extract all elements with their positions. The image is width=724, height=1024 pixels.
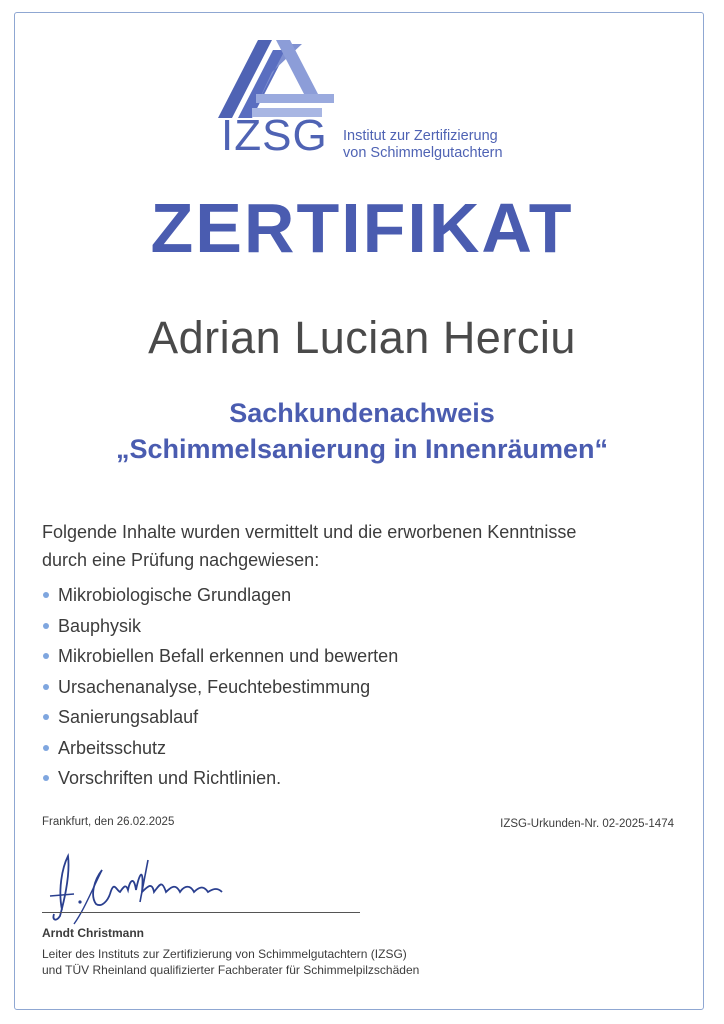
intro-text [42, 518, 692, 574]
subtitle-line2: „Schimmelsanierung in Innenräumen“ [115, 434, 609, 464]
topics-list [42, 580, 398, 794]
topic-label: Sanierungsablauf [58, 707, 199, 727]
topic-label: Mikrobiellen Befall erkennen und bewerten [58, 646, 399, 666]
list-item [42, 611, 398, 642]
signer-role-line2: und TÜV Rheinland qualifizierter Fachberater für Schimmelpilzschäden [42, 963, 420, 977]
list-item [42, 580, 398, 611]
certificate-title: ZERTIFIKAT [150, 189, 574, 267]
bullet-icon [43, 592, 49, 598]
topic-label: Mikrobiologische Grundlagen [58, 585, 292, 605]
handwritten-signature [44, 850, 264, 928]
list-item [42, 641, 398, 672]
signature-line [42, 912, 360, 913]
topic-label: Arbeitsschutz [58, 737, 167, 758]
institute-name-line1: Institut zur Zertifizierung [343, 128, 498, 144]
logo-abbreviation: IZSG [221, 111, 328, 160]
topic-label: Vorschriften und Richtlinien. [58, 768, 282, 788]
topic-label: Ursachenanalyse, Feuchtebestimmung [58, 676, 371, 697]
list-item [42, 733, 398, 764]
intro-line1: Folgende Inhalte wurden vermittelt und die erworbenen Kenntnisse [42, 522, 577, 542]
recipient-name: Adrian Lucian Herciu [148, 312, 576, 363]
institute-name-line2: von Schimmelgutachtern [343, 145, 503, 161]
bullet-icon [43, 745, 49, 751]
bullet-icon [43, 653, 49, 659]
bullet-icon [43, 623, 49, 629]
signer-name: Arndt Christmann [42, 926, 144, 940]
list-item [42, 763, 398, 794]
place-date: Frankfurt, den 26.02.2025 [42, 816, 175, 828]
signer-role-line1: Leiter des Instituts zur Zertifizierung von Schimmelgutachtern (IZSG) [42, 947, 407, 961]
bullet-icon [43, 684, 49, 690]
bullet-icon [43, 775, 49, 781]
list-item [42, 702, 398, 733]
topic-label: Bauphysik [58, 615, 142, 636]
list-item [42, 672, 398, 703]
intro-line2: durch eine Prüfung nachgewiesen: [42, 550, 320, 570]
certificate-number: IZSG-Urkunden-Nr. 02-2025-1474 [500, 818, 674, 830]
subtitle-line1: Sachkundenachweis [229, 398, 495, 428]
bullet-icon [43, 714, 49, 720]
triangle-logo-icon [218, 40, 334, 122]
